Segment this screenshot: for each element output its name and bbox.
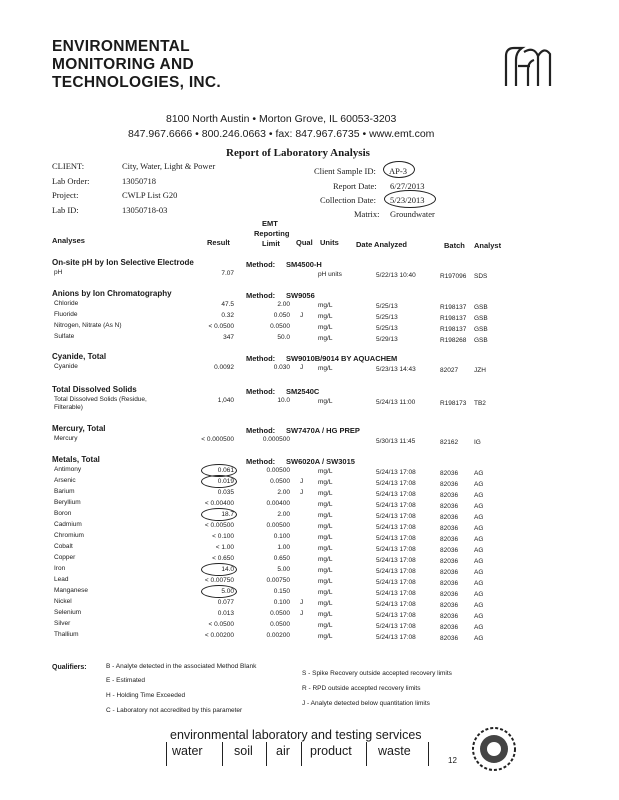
footer-item-product: product	[310, 744, 352, 758]
method-value: SM2540C	[286, 387, 320, 396]
date-analyzed: 5/22/13 10:40	[376, 272, 416, 279]
reporting-limit: 0.000500	[262, 436, 290, 443]
analyte-name: Mercury	[54, 435, 78, 442]
analyst: GSB	[474, 337, 488, 344]
reporting-limit: 1.00	[277, 544, 290, 551]
reporting-limit: 0.00500	[266, 522, 290, 529]
result-value: 0.061	[217, 467, 234, 474]
collection-date-label: Collection Date:	[320, 195, 376, 205]
date-analyzed: 5/24/13 17:08	[376, 601, 416, 608]
units: mg/L	[318, 302, 333, 309]
analyte-name: Cadmium	[54, 521, 82, 528]
col-qual: Qual	[296, 238, 313, 247]
footer-item-soil: soil	[234, 744, 253, 758]
analyst: AG	[474, 536, 484, 543]
date-analyzed: 5/24/13 17:08	[376, 491, 416, 498]
analyte-name: Nitrogen, Nitrate (As N)	[54, 322, 122, 329]
result-value: < 0.0500	[208, 621, 234, 628]
result-value: < 0.100	[212, 533, 234, 540]
date-analyzed: 5/24/13 17:08	[376, 568, 416, 575]
footer-divider	[266, 742, 267, 766]
method-label: Method:	[246, 260, 276, 269]
analyte-name: Lead	[54, 576, 69, 583]
footer-tagline: environmental laboratory and testing services	[170, 728, 422, 742]
result-circle	[201, 585, 237, 598]
batch-id: R198268	[440, 337, 467, 344]
analyst: AG	[474, 591, 484, 598]
units: mg/L	[318, 633, 333, 640]
col-date-analyzed: Date Analyzed	[356, 240, 407, 249]
method-value: SM4500-H	[286, 260, 322, 269]
result-circle	[201, 475, 237, 488]
batch-id: 82162	[440, 439, 459, 446]
analyte-name: Selenium	[54, 609, 82, 616]
batch-id: 82036	[440, 558, 459, 565]
analyte-name: pH	[54, 269, 63, 276]
batch-id: 82036	[440, 481, 459, 488]
batch-id: 82036	[440, 624, 459, 631]
method-label: Method:	[246, 426, 276, 435]
batch-id: R198137	[440, 326, 467, 333]
analyst: GSB	[474, 326, 488, 333]
company-contact: 847.967.6666 • 800.246.0663 • fax: 847.967.6735 • www.emt.com	[128, 128, 435, 140]
analyst: AG	[474, 569, 484, 576]
batch-id: R198173	[440, 400, 467, 407]
units: mg/L	[318, 335, 333, 342]
qualifier-flag: J	[300, 478, 304, 485]
footer-divider	[366, 742, 367, 766]
analyte-name: Arsenic	[54, 477, 76, 484]
qualifier-e: E - Estimated	[106, 677, 146, 684]
batch-id: R198137	[440, 315, 467, 322]
qualifier-flag: J	[300, 364, 304, 371]
date-analyzed: 5/29/13	[376, 336, 398, 343]
batch-id: 82027	[440, 367, 459, 374]
batch-id: 82036	[440, 525, 459, 532]
analyst: AG	[474, 492, 484, 499]
reporting-limit: 0.050	[273, 312, 290, 319]
analyst: AG	[474, 613, 484, 620]
analyst: AG	[474, 470, 484, 477]
client-value: City, Water, Light & Power	[122, 161, 216, 171]
batch-id: 82036	[440, 635, 459, 642]
result-value: < 0.00200	[204, 632, 234, 639]
analyst: TB2	[474, 400, 486, 407]
company-line-1: ENVIRONMENTAL	[52, 38, 190, 55]
analyte-name: Beryllium	[54, 499, 81, 506]
analyst: IG	[474, 439, 481, 446]
analyst: AG	[474, 503, 484, 510]
result-value: < 0.650	[212, 555, 234, 562]
result-value: < 0.00500	[204, 522, 234, 529]
client-label: CLIENT:	[52, 161, 85, 171]
result-value: 14.0	[221, 566, 234, 573]
analyst: AG	[474, 525, 484, 532]
date-analyzed: 5/24/13 17:08	[376, 579, 416, 586]
sample-id-value: AP-3	[389, 166, 407, 176]
result-value: 0.019	[217, 478, 234, 485]
analyte-name: Copper	[54, 554, 76, 561]
result-value: 5.00	[221, 588, 234, 595]
units: mg/L	[318, 567, 333, 574]
section-title: Mercury, Total	[52, 424, 106, 433]
batch-id: 82036	[440, 536, 459, 543]
section-title: Metals, Total	[52, 455, 100, 464]
result-value: 347	[223, 334, 234, 341]
footer-item-air: air	[276, 744, 290, 758]
batch-id: 82036	[440, 514, 459, 521]
result-value: < 0.00750	[204, 577, 234, 584]
units: mg/L	[318, 556, 333, 563]
reporting-limit: 10.0	[277, 397, 290, 404]
qualifier-flag: J	[300, 312, 304, 319]
result-value: 0.013	[217, 610, 234, 617]
project-value: CWLP List G20	[122, 190, 178, 200]
reporting-limit: 0.100	[273, 533, 290, 540]
date-analyzed: 5/24/13 17:08	[376, 469, 416, 476]
reporting-limit: 2.00	[277, 489, 290, 496]
date-analyzed: 5/24/13 11:00	[376, 399, 416, 406]
result-value: < 1.00	[215, 544, 234, 551]
method-value: SW6020A / SW3015	[286, 457, 355, 466]
company-line-2: MONITORING AND	[52, 56, 194, 73]
analyst: AG	[474, 624, 484, 631]
date-analyzed: 5/24/13 17:08	[376, 612, 416, 619]
date-analyzed: 5/24/13 17:08	[376, 502, 416, 509]
analyte-name: Cobalt	[54, 543, 73, 550]
analyst: SDS	[474, 273, 488, 280]
analyte-name: Boron	[54, 510, 72, 517]
analyte-name: Cyanide	[54, 363, 78, 370]
reporting-limit: 0.00200	[266, 632, 290, 639]
section-title: Cyanide, Total	[52, 352, 107, 361]
analyte-name: Silver	[54, 620, 71, 627]
analyte-name: Nickel	[54, 598, 72, 605]
result-value: 1,040	[217, 397, 234, 404]
footer-divider	[301, 742, 302, 766]
footer-divider	[166, 742, 167, 766]
date-analyzed: 5/23/13 14:43	[376, 366, 416, 373]
analyte-name: Iron	[54, 565, 66, 572]
col-reporting: Reporting	[254, 229, 290, 238]
footer-divider	[428, 742, 429, 766]
report-title: Report of Laboratory Analysis	[226, 147, 370, 159]
company-line-3: TECHNOLOGIES, INC.	[52, 74, 222, 91]
units: mg/L	[318, 324, 333, 331]
units: mg/L	[318, 578, 333, 585]
units: mg/L	[318, 600, 333, 607]
date-analyzed: 5/24/13 17:08	[376, 557, 416, 564]
qualifier-flag: J	[300, 489, 304, 496]
date-analyzed: 5/24/13 17:08	[376, 546, 416, 553]
units: pH units	[318, 271, 342, 278]
lab-order-label: Lab Order:	[52, 176, 90, 186]
batch-id: R197096	[440, 273, 467, 280]
footer-divider	[222, 742, 223, 766]
qualifier-b: B - Analyte detected in the associated Method Blank	[106, 663, 257, 670]
emt-logo-icon	[500, 42, 554, 90]
lab-order-value: 13050718	[122, 176, 156, 186]
col-limit: Limit	[262, 239, 280, 248]
reporting-limit: 0.030	[273, 364, 290, 371]
units: mg/L	[318, 313, 333, 320]
units: mg/L	[318, 534, 333, 541]
sample-id-label: Client Sample ID:	[314, 166, 376, 176]
date-analyzed: 5/30/13 11:45	[376, 438, 416, 445]
result-value: 0.077	[217, 599, 234, 606]
accreditation-seal-icon	[470, 725, 518, 773]
sample-id-circle	[383, 161, 415, 178]
date-analyzed: 5/25/13	[376, 314, 398, 321]
reporting-limit: 5.00	[277, 566, 290, 573]
analyte-name: Chloride	[54, 300, 79, 307]
analyst: JZH	[474, 367, 486, 374]
lab-id-value: 13050718-03	[122, 205, 168, 215]
result-value: < 0.000500	[201, 436, 234, 443]
method-value: SW9056	[286, 291, 315, 300]
qualifier-flag: J	[300, 610, 304, 617]
footer-item-waste: waste	[378, 744, 411, 758]
date-analyzed: 5/24/13 17:08	[376, 590, 416, 597]
footer-item-water: water	[172, 744, 203, 758]
reporting-limit: 0.0500	[270, 610, 290, 617]
analyte-name: Fluoride	[54, 311, 78, 318]
result-circle	[201, 563, 237, 576]
units: mg/L	[318, 479, 333, 486]
qualifiers-label: Qualifiers:	[52, 664, 87, 671]
qualifier-flag: J	[300, 599, 304, 606]
col-analyst: Analyst	[474, 241, 502, 250]
date-analyzed: 5/24/13 17:08	[376, 634, 416, 641]
reporting-limit: 0.0500	[270, 478, 290, 485]
result-value: 47.5	[221, 301, 234, 308]
report-date-value: 6/27/2013	[390, 181, 425, 191]
reporting-limit: 50.0	[277, 334, 290, 341]
col-result: Result	[207, 238, 230, 247]
units: mg/L	[318, 501, 333, 508]
matrix-label: Matrix:	[354, 209, 380, 219]
analyst: GSB	[474, 304, 488, 311]
units: mg/L	[318, 545, 333, 552]
report-date-label: Report Date:	[333, 181, 377, 191]
batch-id: 82036	[440, 591, 459, 598]
reporting-limit: 2.00	[277, 511, 290, 518]
method-label: Method:	[246, 387, 276, 396]
units: mg/L	[318, 611, 333, 618]
result-value: 18.7	[221, 511, 234, 518]
method-label: Method:	[246, 354, 276, 363]
analyte-name: Thallium	[54, 631, 79, 638]
date-analyzed: 5/25/13	[376, 303, 398, 310]
project-label: Project:	[52, 190, 79, 200]
analyte-name: Chromium	[54, 532, 84, 539]
qualifier-h: H - Holding Time Exceeded	[106, 692, 186, 699]
date-analyzed: 5/24/13 17:08	[376, 513, 416, 520]
qualifier-s: S - Spike Recovery outside accepted recovery limits	[302, 670, 452, 677]
qualifier-c: C - Laboratory not accredited by this parameter	[106, 707, 243, 714]
company-name	[52, 38, 221, 92]
collection-date-value: 5/23/2013	[390, 195, 425, 205]
batch-id: 82036	[440, 470, 459, 477]
batch-id: 82036	[440, 503, 459, 510]
batch-id: 82036	[440, 569, 459, 576]
date-analyzed: 5/24/13 17:08	[376, 535, 416, 542]
reporting-limit: 0.00400	[266, 500, 290, 507]
result-value: < 0.0500	[208, 323, 234, 330]
units: mg/L	[318, 622, 333, 629]
batch-id: 82036	[440, 580, 459, 587]
qualifier-r: R - RPD outside accepted recovery limits	[302, 685, 421, 692]
analyte-name: Antimony	[54, 466, 82, 473]
reporting-limit: 0.650	[273, 555, 290, 562]
batch-id: 82036	[440, 547, 459, 554]
method-value: SW7470A / HG PREP	[286, 426, 360, 435]
units: mg/L	[318, 365, 333, 372]
page-number: 12	[448, 756, 457, 765]
units: mg/L	[318, 589, 333, 596]
section-title: On-site pH by Ion Selective Electrode	[52, 258, 194, 267]
method-label: Method:	[246, 291, 276, 300]
matrix-value: Groundwater	[390, 209, 435, 219]
reporting-limit: 0.100	[273, 599, 290, 606]
date-analyzed: 5/25/13	[376, 325, 398, 332]
analyte-name: Sulfate	[54, 333, 75, 340]
reporting-limit: 0.0500	[270, 323, 290, 330]
company-address: 8100 North Austin • Morton Grove, IL 60053-3203	[166, 113, 397, 125]
method-label: Method:	[246, 457, 276, 466]
result-value: 7.07	[221, 270, 234, 277]
result-value: 0.035	[217, 489, 234, 496]
date-analyzed: 5/24/13 17:08	[376, 480, 416, 487]
reporting-limit: 0.0500	[270, 621, 290, 628]
result-value: < 0.00400	[204, 500, 234, 507]
analyte-name: Total Dissolved Solids (Residue, Filterable)	[54, 396, 147, 411]
analyst: GSB	[474, 315, 488, 322]
reporting-limit: 0.00500	[266, 467, 290, 474]
collection-date-circle	[384, 190, 436, 208]
qualifier-j: J - Analyte detected below quantitation limits	[302, 700, 430, 707]
units: mg/L	[318, 468, 333, 475]
analyst: AG	[474, 580, 484, 587]
lab-id-label: Lab ID:	[52, 205, 79, 215]
analyte-name: Barium	[54, 488, 75, 495]
col-emt: EMT	[262, 219, 278, 228]
result-value: 0.32	[221, 312, 234, 319]
analyst: AG	[474, 547, 484, 554]
analyte-name: Manganese	[54, 587, 88, 594]
col-analyses: Analyses	[52, 236, 85, 245]
reporting-limit: 2.00	[277, 301, 290, 308]
units: mg/L	[318, 398, 333, 405]
method-value: SW9010B/9014 BY AQUACHEM	[286, 354, 398, 363]
batch-id: 82036	[440, 602, 459, 609]
batch-id: R198137	[440, 304, 467, 311]
analyst: AG	[474, 558, 484, 565]
units: mg/L	[318, 523, 333, 530]
analyst: AG	[474, 635, 484, 642]
units: mg/L	[318, 490, 333, 497]
result-circle	[201, 508, 237, 521]
units: mg/L	[318, 512, 333, 519]
section-title: Total Dissolved Solids	[52, 385, 137, 394]
section-title: Anions by Ion Chromatography	[52, 289, 172, 298]
analyst: AG	[474, 481, 484, 488]
date-analyzed: 5/24/13 17:08	[376, 623, 416, 630]
analyst: AG	[474, 602, 484, 609]
batch-id: 82036	[440, 492, 459, 499]
batch-id: 82036	[440, 613, 459, 620]
result-value: 0.0092	[214, 364, 234, 371]
reporting-limit: 0.00750	[266, 577, 290, 584]
col-units: Units	[320, 238, 339, 247]
reporting-limit: 0.150	[273, 588, 290, 595]
date-analyzed: 5/24/13 17:08	[376, 524, 416, 531]
analyst: AG	[474, 514, 484, 521]
col-batch: Batch	[444, 241, 465, 250]
